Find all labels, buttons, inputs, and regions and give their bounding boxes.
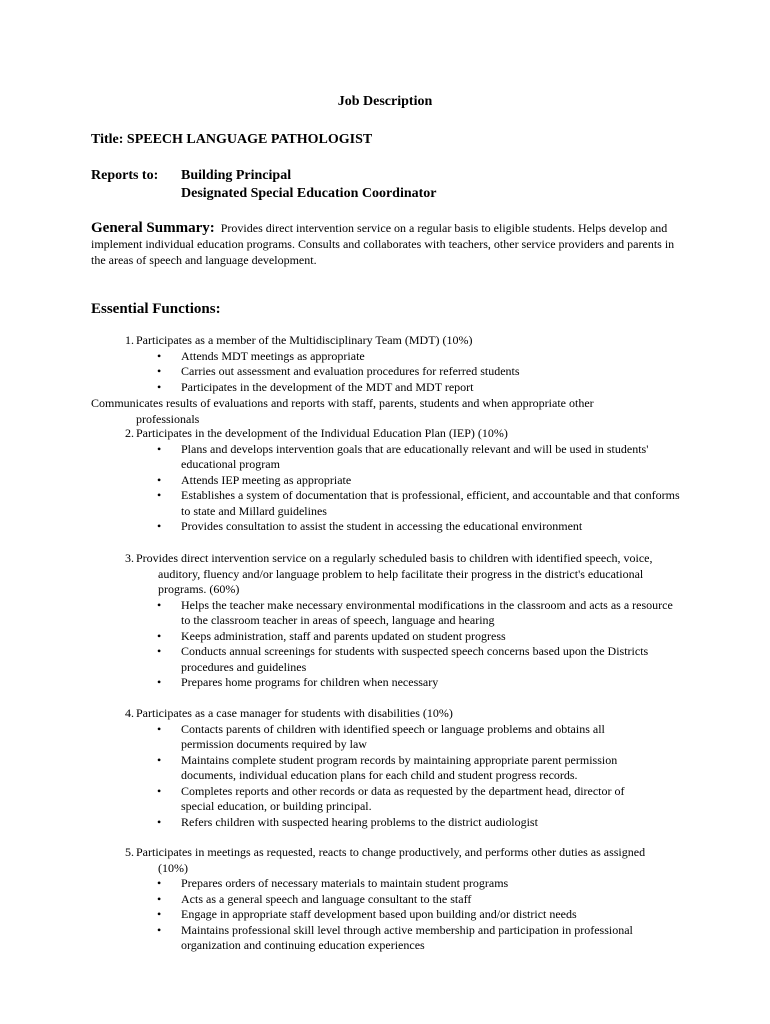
bullet-text: Helps the teacher make necessary environmental modifications in the classroom and acts as a resource to the classroom teacher in areas of speech, language and hearing (181, 597, 673, 627)
bullet-text: Refers children with suspected hearing problems to the district audiologist (181, 814, 538, 829)
reports-to-line1: Building Principal (181, 168, 292, 183)
bullet-icon: • (157, 441, 162, 456)
bullet-item (136, 598, 681, 629)
bullet-text: Prepares orders of necessary materials to maintain student programs (181, 876, 509, 890)
bullet-list (136, 349, 696, 396)
bullet-item (136, 675, 681, 691)
bullet-icon: • (157, 752, 162, 767)
bullet-text: Engage in appropriate staff development based upon building and/or district needs (181, 907, 577, 921)
function-number: 2. (125, 426, 134, 440)
note-line2: professionals (136, 411, 200, 426)
bullet-icon: • (157, 814, 162, 829)
bullet-icon: • (157, 519, 162, 533)
bullet-item (136, 644, 681, 675)
bullet-icon: • (157, 364, 162, 378)
function-lead-continued: auditory, fluency and/or language problem to help facilitate their progress in the district's educational programs. (60%) (158, 566, 644, 596)
bullet-icon: • (157, 488, 162, 502)
bullet-icon: • (157, 907, 162, 921)
bullet-text: Conducts annual screenings for students with suspected speech concerns based upon the Districts procedures and guidelines (181, 644, 649, 674)
function-number: 3. (125, 551, 134, 565)
function-lead: Participates as a case manager for students with disabilities (10%) (136, 706, 453, 720)
function-lead-continued: (10%) (158, 860, 188, 875)
function-lead: Provides direct intervention service on a regularly scheduled basis to children with identified speech, voice, (136, 551, 653, 565)
function-lead: Participates as a member of the Multidisciplinary Team (MDT) (10%) (136, 333, 473, 347)
bullet-text: Maintains professional skill level through active membership and participation in professional organization and continuing education experiences (181, 922, 633, 952)
bullet-icon: • (157, 922, 162, 937)
bullet-icon: • (157, 348, 162, 363)
bullet-item (136, 442, 681, 473)
bullet-icon: • (157, 675, 162, 689)
bullet-text: Completes reports and other records or data as requested by the department head, director of special education, or building principal. (181, 783, 625, 813)
bullet-text: Establishes a system of documentation that is professional, efficient, and accountable and that conforms to state and Millard guidelines (181, 488, 680, 518)
bullet-icon: • (157, 379, 162, 394)
document-heading: Job Description (337, 94, 433, 109)
bullet-icon: • (157, 891, 162, 906)
bullet-item (136, 380, 696, 396)
function-lead: Participates in meetings as requested, reacts to change productively, and performs other duties as assigned (136, 845, 646, 859)
reports-to-values (181, 167, 437, 203)
function-item-4 (125, 706, 656, 830)
bullet-icon: • (157, 876, 162, 890)
bullet-list (136, 598, 681, 691)
bullet-item (136, 364, 696, 380)
bullet-item (136, 722, 656, 753)
function-number: 1. (125, 333, 134, 347)
bullet-text: Attends MDT meetings as appropriate (181, 348, 365, 363)
bullet-text: Maintains complete student program records by maintaining appropriate parent permission documents, individual education plans for each child and student progress records. (181, 752, 618, 782)
bullet-item (136, 784, 656, 815)
bullet-item (136, 907, 691, 923)
bullet-text: Carries out assessment and evaluation procedures for referred students (181, 364, 520, 378)
bullet-item (136, 876, 691, 892)
function-item-1 (125, 333, 696, 395)
general-summary-label: General Summary: (91, 220, 215, 236)
bullet-item (136, 892, 691, 908)
bullet-text: Acts as a general speech and language consultant to the staff (181, 891, 472, 906)
essential-functions-heading: Essential Functions: (91, 301, 221, 317)
bullet-text: Prepares home programs for children when necessary (181, 675, 439, 689)
function-number: 4. (125, 706, 134, 720)
bullet-item (136, 473, 681, 489)
bullet-item (136, 629, 681, 645)
bullet-icon: • (157, 644, 162, 658)
reports-to-line2: Designated Special Education Coordinator (181, 186, 437, 201)
bullet-text: Keeps administration, staff and parents updated on student progress (181, 628, 506, 643)
function-item-5 (125, 845, 691, 954)
bullet-icon: • (157, 472, 162, 487)
function-item-3 (125, 551, 681, 691)
communicates-note (91, 396, 651, 427)
general-summary-text: Provides direct intervention service on a regular basis to eligible students. Helps develop and implement individual education programs. Consults and collaborates with teachers, other service providers and parents in the areas of speech and language development. (91, 221, 675, 267)
bullet-item (136, 488, 681, 519)
bullet-item (136, 923, 691, 954)
bullet-icon: • (157, 597, 162, 612)
bullet-list (136, 722, 656, 831)
bullet-list (136, 876, 691, 954)
bullet-list (136, 442, 681, 535)
reports-to-label: Reports to: (91, 168, 159, 183)
function-lead: Participates in the development of the Individual Education Plan (IEP) (10%) (136, 426, 508, 440)
job-title: Title: SPEECH LANGUAGE PATHOLOGIST (91, 132, 373, 147)
bullet-text: Attends IEP meeting as appropriate (181, 472, 352, 487)
bullet-item (136, 519, 681, 535)
bullet-icon: • (157, 721, 162, 736)
function-number: 5. (125, 845, 134, 859)
bullet-item (136, 815, 656, 831)
bullet-item (136, 349, 696, 365)
bullet-text: Contacts parents of children with identified speech or language problems and obtains all permission documents required by law (181, 721, 605, 751)
bullet-item (136, 753, 656, 784)
note-line1: Communicates results of evaluations and reports with staff, parents, students and when appropriate other (91, 396, 594, 410)
bullet-text: Participates in the development of the MDT and MDT report (181, 379, 474, 394)
general-summary (91, 220, 691, 268)
bullet-icon: • (157, 783, 162, 798)
bullet-icon: • (157, 628, 162, 643)
bullet-text: Provides consultation to assist the student in accessing the educational environment (181, 519, 583, 533)
bullet-text: Plans and develops intervention goals that are educationally relevant and will be used in students' educational program (181, 441, 649, 471)
function-item-2 (125, 426, 681, 535)
